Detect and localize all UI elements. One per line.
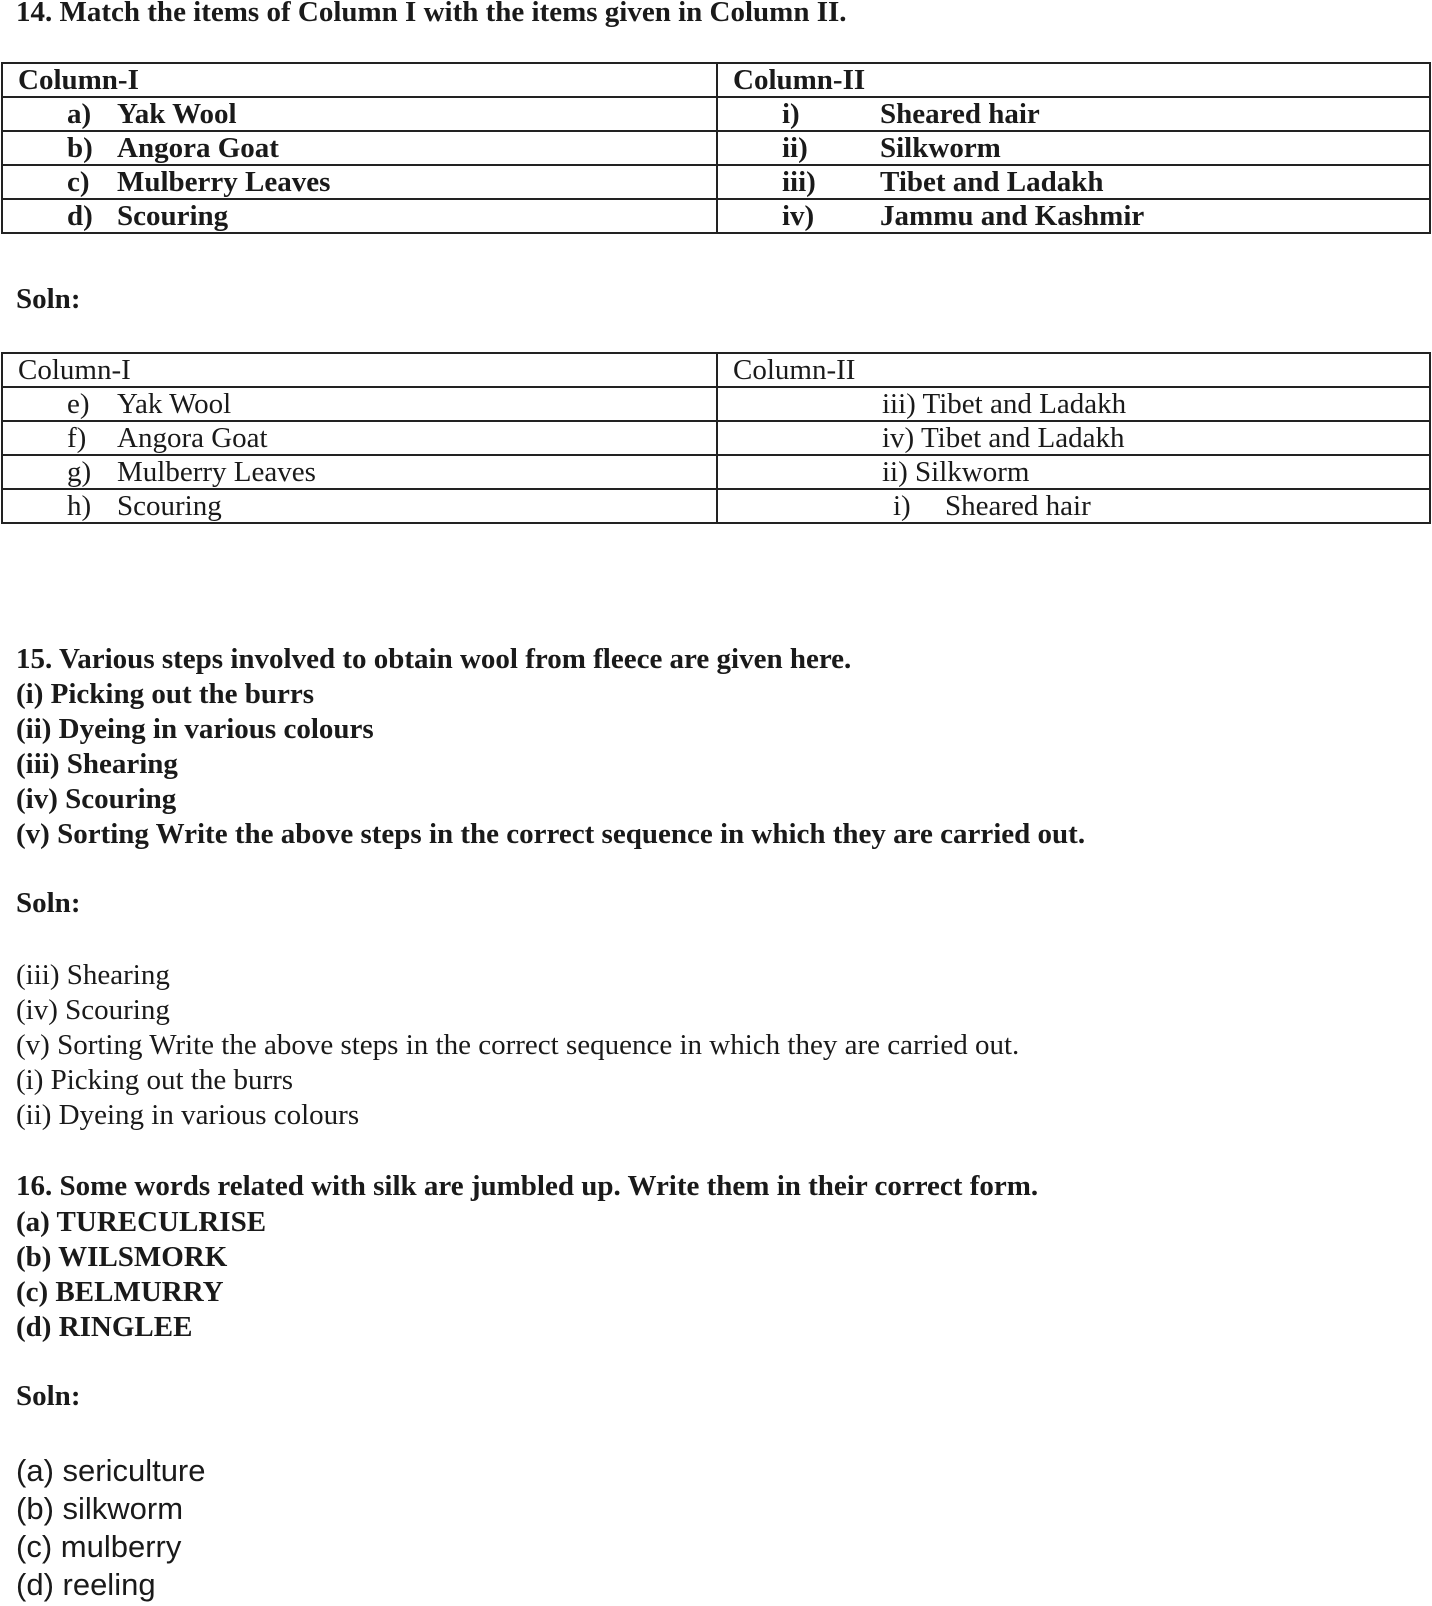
table-row [2,489,1430,523]
row-num: i) [782,98,800,130]
q15-answer: (ii) Dyeing in various colours [16,1099,360,1131]
table-row [2,131,1430,165]
q15-answer: (iv) Scouring [16,994,170,1026]
row-answer-text: Sheared hair [945,490,1091,522]
q14-solution-table [1,352,1431,524]
q16-word: (d) RINGLEE [16,1311,193,1343]
row-match: Jammu and Kashmir [880,200,1145,232]
row-label: f) [67,422,87,454]
row-item: Yak Wool [117,98,237,130]
q16-word: (b) WILSMORK [16,1241,228,1273]
q15-answer: (i) Picking out the burrs [16,1064,294,1096]
q15-answer: (iii) Shearing [16,959,170,991]
row-match: Tibet and Ladakh [880,166,1104,198]
q16-title: 16. Some words related with silk are jumbled up. Write them in their correct form. [16,1170,1039,1202]
q16-word: (c) BELMURRY [16,1276,224,1308]
row-answer: ii) Silkworm [882,456,1030,488]
q15-title: 15. Various steps involved to obtain wool from fleece are given here. [16,643,852,675]
table-row [2,165,1430,199]
row-answer-num: i) [893,490,911,522]
row-num: ii) [782,132,808,164]
table-row [2,421,1430,455]
row-label: b) [67,132,93,164]
col1-header: Column-I [18,64,139,96]
q16-answer: (d) reeling [16,1567,156,1602]
row-label: a) [67,98,92,130]
q16-answer: (a) sericulture [16,1453,206,1488]
q14-title: 14. Match the items of Column I with the items given in Column II. [16,0,847,28]
row-match: Sheared hair [880,98,1040,130]
table-row [2,199,1430,233]
row-item: Mulberry Leaves [117,166,331,198]
row-item: Mulberry Leaves [117,456,316,488]
table-row [2,97,1430,131]
row-label: h) [67,490,92,522]
row-match: Silkworm [880,132,1001,164]
row-answer [893,490,1091,522]
row-item: Scouring [117,200,229,232]
row-answer: iii) Tibet and Ladakh [882,388,1127,420]
q16-word: (a) TURECULRISE [16,1206,267,1238]
col2-header: Column-II [733,354,856,386]
q15-answer: (v) Sorting Write the above steps in the correct sequence in which they are carried out. [16,1029,1020,1061]
row-num: iv) [782,200,815,232]
q15-step: (iii) Shearing [16,748,178,780]
col1-header: Column-I [18,354,131,386]
table-row [2,455,1430,489]
table-row [2,387,1430,421]
q16-answer: (c) mulberry [16,1529,182,1564]
row-item: Angora Goat [117,422,268,454]
row-label: g) [67,456,92,488]
q15-step: (ii) Dyeing in various colours [16,713,374,745]
q15-step: (iv) Scouring [16,783,177,815]
row-num: iii) [782,166,816,198]
row-item: Angora Goat [117,132,279,164]
q14-soln-label: Soln: [16,283,81,315]
q16-answer: (b) silkworm [16,1491,184,1526]
col2-header: Column-II [733,64,866,96]
q15-step: (i) Picking out the burrs [16,678,315,710]
q16-soln-label: Soln: [16,1380,81,1412]
row-item: Scouring [117,490,222,522]
q14-match-table [1,62,1431,234]
q15-step: (v) Sorting Write the above steps in the correct sequence in which they are carried out. [16,818,1086,850]
row-answer: iv) Tibet and Ladakh [882,422,1125,454]
q15-soln-label: Soln: [16,887,81,919]
row-label: d) [67,200,93,232]
row-item: Yak Wool [117,388,232,420]
row-label: e) [67,388,90,420]
table-header-row [2,63,1430,97]
row-label: c) [67,166,90,198]
table-header-row [2,353,1430,387]
